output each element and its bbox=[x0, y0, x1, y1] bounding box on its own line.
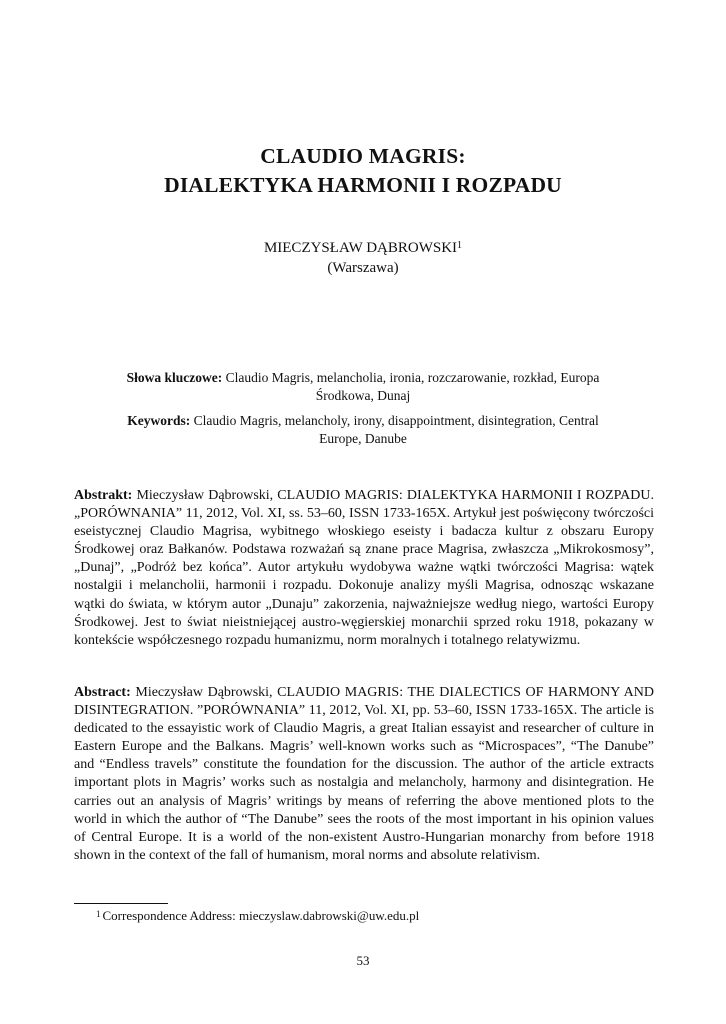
author-name: MIECZYSŁAW DĄBROWSKI bbox=[263, 240, 458, 256]
footnote-separator bbox=[74, 903, 168, 904]
abstract-polish-text: Mieczysław Dąbrowski, CLAUDIO MAGRIS: DIALEKTYKA HARMONII I ROZPADU. „PORÓWNANIA” 11, 2012, Vol. XI, ss. 53–60, ISSN 1733-165X. Artykuł jest poświęcony twórczości eseistycznej Claudio Magrisa, wybitnego włoskiego eseisty i badacza kultur z obszaru Europy Środkowej oraz Bałkanów. Podstawa rozważań są znane prace Magrisa, zwłaszcza „Mikrokosmosy”, „Dunaj”, „Podróż bez końca”. Autor artykułu wydobywa ważne wątki twórczości Magrisa: wątek nostalgii i melancholii, harmonii i rozpadu. Dokonuje analizy myśli Magrisa, odnosząc wskazane wątki do świata, w którym autor „Dunaju” zakorzenia, najważniejsze według niego, wartości Europy Środkowej. Jest to świat nieistniejącej austro-węgierskiej monarchii sprzed roku 1918, pokazany w kontekście współczesnego rozpadu humanizmu, norm moralnych i totalnego relatywizmu. bbox=[74, 488, 654, 648]
keywords-polish-label: Słowa kluczowe: bbox=[126, 370, 223, 385]
abstract-polish bbox=[74, 487, 654, 650]
article-title bbox=[0, 142, 726, 200]
author-footnote-mark: 1 bbox=[457, 240, 463, 251]
page-number: 53 bbox=[356, 953, 370, 968]
footnote-text: Correspondence Address: mieczyslaw.dabrowski@uw.edu.pl bbox=[102, 908, 420, 923]
abstract-english bbox=[74, 684, 654, 865]
keywords-english bbox=[116, 412, 610, 448]
footnote bbox=[96, 907, 419, 924]
keywords-polish-text: Claudio Magris, melancholia, ironia, rozczarowanie, rozkład, Europa Środkowa, Dunaj bbox=[222, 370, 600, 403]
article-title-line-1: CLAUDIO MAGRIS: bbox=[260, 144, 466, 168]
keywords-polish bbox=[116, 369, 610, 405]
abstract-english-label: Abstract: bbox=[74, 685, 131, 700]
keywords-english-label: Keywords: bbox=[127, 413, 191, 428]
author-block bbox=[0, 238, 726, 278]
author-affiliation: (Warszawa) bbox=[327, 260, 399, 276]
keywords-english-text: Claudio Magris, melancholy, irony, disappointment, disintegration, Central Europe, Danube bbox=[190, 413, 599, 446]
article-title-line-2: DIALEKTYKA HARMONII I ROZPADU bbox=[164, 173, 562, 197]
footnote-mark: 1 bbox=[96, 909, 101, 919]
abstract-polish-label: Abstrakt: bbox=[74, 488, 133, 503]
abstract-english-text: Mieczysław Dąbrowski, CLAUDIO MAGRIS: THE DIALECTICS OF HARMONY AND DISINTEGRATION. ”PORÓWNANIA” 11, 2012, Vol. XI, pp. 53–60, ISSN 1733-165X. The article is dedicated to the essayistic work of Claudio Magris, a great Italian essayist and researcher of culture in Eastern Europe and the Balkans. Magris’ well-known works such as “Microspaces”, “The Danube” and “Endless travels” constitute the foundation for the discussion. The author of the article extracts important plots in Magris’ works such as nostalgia and melancholy, harmony and disintegration. He carries out an analysis of Magris’ writings by means of referring the above mentioned plots to the world in which the author of “The Danube” sees the roots of the most important in his opinion values of Central Europe. It is a world of the non-existent Austro-Hungarian monarchy from before 1918 shown in the context of the fall of humanism, moral norms and absolute relativism. bbox=[74, 685, 654, 863]
